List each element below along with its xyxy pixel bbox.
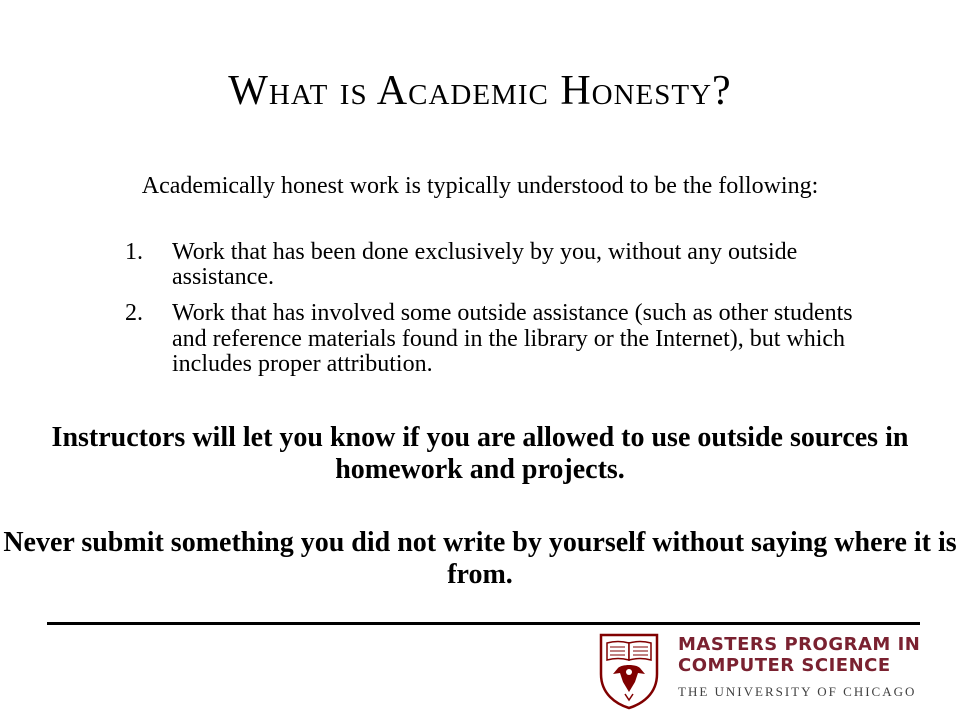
- program-name-line-1: MASTERS PROGRAM IN: [678, 634, 921, 655]
- instructors-note: Instructors will let you know if you are allowed to use outside sources in homework and projects.: [51, 422, 909, 485]
- university-seal-icon: [598, 632, 660, 710]
- point-list: [125, 240, 885, 388]
- list-number: 2.: [125, 300, 143, 327]
- program-name-line-2: COMPUTER SCIENCE: [678, 655, 891, 676]
- footer-divider: [47, 622, 920, 625]
- submission-warning: Never submit something you did not write by yourself without saying where it is from.: [3, 527, 957, 590]
- list-text: Work that has involved some outside assistance (such as other students and reference materials found in the library or the Internet), but which includes proper attribution.: [172, 300, 853, 377]
- list-item: [125, 240, 885, 290]
- intro-text: Academically honest work is typically understood to be the following:: [141, 173, 819, 199]
- program-logo: [598, 632, 928, 710]
- list-item: [125, 301, 885, 377]
- list-number: 1.: [125, 239, 143, 265]
- list-text: Work that has been done exclusively by you, without any outside assistance.: [172, 239, 798, 291]
- slide-title: What is Academic Honesty?: [228, 68, 732, 114]
- university-name: THE UNIVERSITY OF CHICAGO: [678, 684, 917, 699]
